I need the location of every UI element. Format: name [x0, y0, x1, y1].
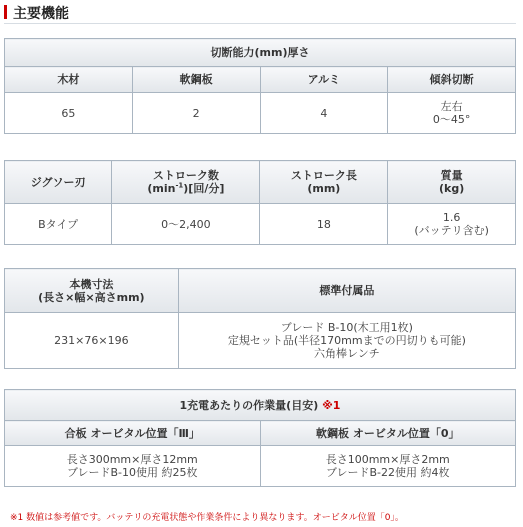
footnote-mark: ※1 [322, 398, 341, 412]
table-cell [5, 446, 261, 487]
stroke-table [4, 160, 516, 245]
list-item: 六角棒レンチ [314, 347, 380, 360]
cell-line: ブレードB-22使用 約4枚 [325, 466, 450, 479]
table-cell: Bタイプ [5, 204, 112, 245]
cell-line: (バッテリ含む) [414, 224, 489, 237]
table-cell: 4 [260, 93, 388, 134]
cell-line: 長さ100mm×厚さ2mm [325, 453, 450, 466]
header-marker [4, 5, 7, 19]
header-line: ストローク長 [290, 169, 357, 182]
table-cell: 2 [132, 93, 260, 134]
column-header [260, 161, 388, 204]
cell-line: 0〜45° [432, 113, 471, 126]
header-text: )[回/分] [183, 182, 225, 195]
table-cell [388, 93, 516, 134]
header-text: (min [147, 182, 176, 195]
dimensions-table [4, 268, 516, 369]
footnote: ※1 数値は参考値です。バッテリの充電状態や作業条件により異なります。オービタル位置「0」。 [10, 513, 404, 523]
table-cell [388, 204, 516, 245]
cell-line: 1.6 [442, 211, 461, 224]
page-title: 主要機能 [13, 6, 69, 22]
header-line: 本機寸法 [69, 277, 114, 291]
table-title: 切断能力(mm)厚さ [5, 39, 516, 67]
table-cell [178, 313, 515, 369]
table-title [5, 390, 516, 421]
list-item: ブレード B-10(木工用1枚) [280, 321, 413, 334]
header-line: (kg) [438, 182, 465, 195]
cell-line: 左右 [440, 100, 463, 113]
work-table [4, 389, 516, 487]
list-item: 定規セット品(半径170mmまでの円切りも可能) [227, 334, 466, 347]
header-line: ストローク数 [152, 169, 219, 182]
column-header: ジグソー刃 [5, 161, 112, 204]
header-line [112, 182, 259, 195]
title-text: 1充電あたりの作業量(目安) [179, 398, 319, 412]
column-header [5, 269, 179, 313]
column-header: 木材 [5, 67, 133, 93]
column-header [388, 161, 516, 204]
table-cell: 231×76×196 [5, 313, 179, 369]
header-line: (長さ×幅×高さmm) [38, 290, 145, 304]
column-header: アルミ [260, 67, 388, 93]
header-line: (mm) [307, 182, 341, 195]
table-cell [260, 446, 516, 487]
superscript: -1 [175, 181, 184, 190]
header-line: 質量 [440, 169, 463, 182]
cutting-capacity-table [4, 38, 516, 134]
table-cell: 65 [5, 93, 133, 134]
table-cell: 0〜2,400 [112, 204, 260, 245]
column-header: 軟鋼板 [132, 67, 260, 93]
column-header: 標準付属品 [178, 269, 515, 313]
table-cell: 18 [260, 204, 388, 245]
column-header [112, 161, 260, 204]
header-divider [4, 23, 516, 24]
column-header: 軟鋼板 オービタル位置「0」 [260, 421, 516, 446]
cell-line: ブレードB-10使用 約25枚 [66, 466, 198, 479]
column-header: 傾斜切断 [388, 67, 516, 93]
column-header: 合板 オービタル位置「Ⅲ」 [5, 421, 261, 446]
cell-line: 長さ300mm×厚さ12mm [66, 453, 198, 466]
